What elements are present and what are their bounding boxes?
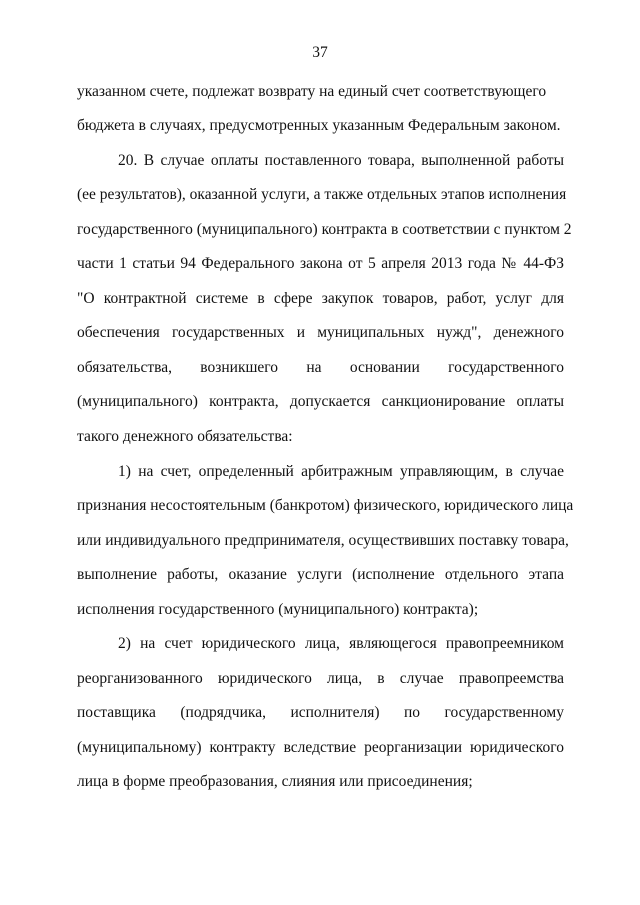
text-line: (муниципальному) контракту вследствие реорганизации юридического — [77, 739, 564, 756]
text-line: бюджета в случаях, предусмотренных указанным Федеральным законом. — [77, 117, 561, 134]
text-line: признания несостоятельным (банкротом) физического, юридического лица — [77, 497, 574, 514]
text-line: 2) на счет юридического лица, являющегося правопреемником — [118, 635, 564, 652]
text-line: указанном счете, подлежат возврату на единый счет соответствующего — [77, 83, 547, 100]
text-line: 1) на счет, определенный арбитражным управляющим, в случае — [118, 463, 564, 480]
text-line: поставщика (подрядчика, исполнителя) по государственному — [77, 704, 564, 721]
text-line: (ее результатов), оказанной услуги, а также отдельных этапов исполнения — [77, 186, 567, 203]
text-line: части 1 статьи 94 Федерального закона от 5 апреля 2013 года № 44-ФЗ — [77, 255, 564, 272]
text-line: или индивидуального предпринимателя, осуществивших поставку товара, — [77, 532, 569, 549]
text-line: обязательства, возникшего на основании государственного — [77, 359, 564, 376]
text-line: исполнения государственного (муниципального) контракта); — [77, 601, 479, 618]
text-line: государственного (муниципального) контракта в соответствии с пунктом 2 — [77, 221, 572, 238]
text-line: реорганизованного юридического лица, в случае правопреемства — [77, 670, 564, 687]
page-number: 37 — [312, 44, 328, 61]
text-line: "О контрактной системе в сфере закупок товаров, работ, услуг для — [77, 290, 564, 307]
text-line: такого денежного обязательства: — [77, 428, 293, 445]
text-line: обеспечения государственных и муниципальных нужд", денежного — [77, 324, 564, 341]
text-line: (муниципального) контракта, допускается санкционирование оплаты — [77, 393, 564, 410]
text-line: 20. В случае оплаты поставленного товара, выполненной работы — [118, 152, 564, 169]
text-line: лица в форме преобразования, слияния или присоединения; — [77, 773, 473, 790]
text-line: выполнение работы, оказание услуги (исполнение отдельного этапа — [77, 566, 564, 583]
